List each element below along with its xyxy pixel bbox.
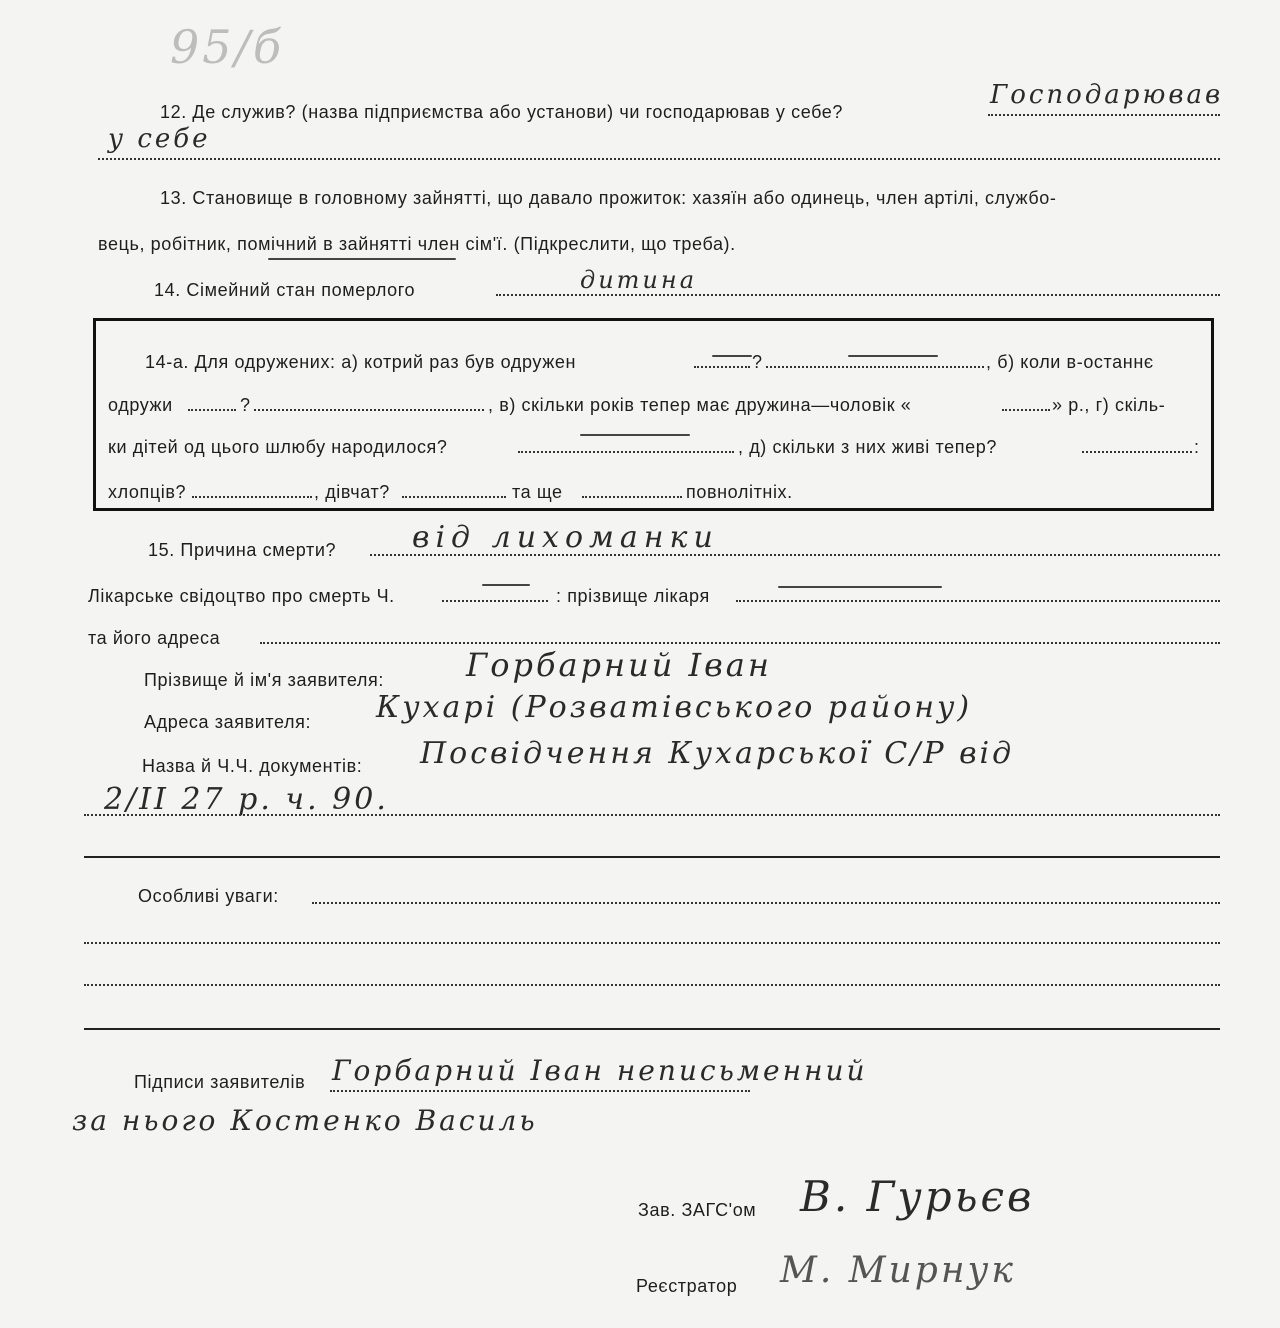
applicant-address-label: Адреса заявителя: <box>144 712 312 732</box>
applicant-signature-field[interactable] <box>330 1090 750 1092</box>
applicant-name-label: Прізвище й ім'я заявителя: <box>144 670 384 690</box>
q14a-children-alive-field[interactable] <box>1082 451 1192 453</box>
q12-answer-line[interactable] <box>988 114 1220 116</box>
q14a-dash-mark-3 <box>580 434 690 436</box>
q13-line-2: вець, робітник, помічний в зайнятті член сім'ї. (Підкреслити, що треба). <box>98 234 736 254</box>
section-divider-2 <box>84 1028 1220 1030</box>
doctor-address-label: та його адреса <box>88 628 221 648</box>
q14-answer-line[interactable] <box>496 294 1220 296</box>
applicant-address-handwriting: Кухарі (Розватівського району) <box>376 690 973 725</box>
applicant-name-handwriting: Горбарний Іван <box>466 646 772 684</box>
registrar-label: Реєстратор <box>636 1276 738 1296</box>
q14a-line3-text-b: , д) скільки з них живі тепер? <box>738 437 997 457</box>
q14a-line4-text-d: повнолітніх. <box>686 482 793 502</box>
certificate-dash-mark <box>482 584 530 586</box>
q14a-boys-field[interactable] <box>192 496 312 498</box>
certificate-number-field[interactable] <box>442 600 548 602</box>
q12-answer-handwriting-2: у себе <box>108 124 211 154</box>
q14a-children-born-field[interactable] <box>518 451 734 453</box>
q14a-marriage-count-field-2[interactable] <box>766 366 984 368</box>
doctor-address-field[interactable] <box>260 642 1220 644</box>
q14-answer-handwriting: дитина <box>580 266 697 294</box>
q14a-line2-question: ? <box>240 395 251 415</box>
q14a-line2-text-c: » р., г) скіль- <box>1052 395 1166 415</box>
section-divider-1 <box>84 856 1220 858</box>
q14a-line2-text-a: одружи <box>108 395 173 415</box>
q14a-line1-text-a: 14-а. Для одружених: а) котрий раз був одружен <box>145 352 576 372</box>
q14a-last-marriage-field-2[interactable] <box>254 409 484 411</box>
q14a-line4-text-a: хлопців? <box>108 482 187 502</box>
documents-handwriting: Посвідчення Кухарської С/Р від <box>420 736 1015 771</box>
applicant-signature-handwriting-2: за нього Костенко Василь <box>72 1104 538 1137</box>
q14a-girls-field[interactable] <box>402 496 506 498</box>
head-of-registry-signature: В. Гурьєв <box>800 1172 1035 1221</box>
q14a-line1-text-b: , б) коли в-останнє <box>986 352 1154 372</box>
q14a-dash-mark-1 <box>712 355 752 357</box>
doctor-name-dash-mark <box>778 586 942 588</box>
q13-underline-mark <box>268 258 456 260</box>
doctor-name-field[interactable] <box>736 600 1220 602</box>
head-of-registry-label: Зав. ЗАГС'ом <box>638 1200 757 1220</box>
q14a-line3-text-a: ки дітей од цього шлюбу народилося? <box>108 437 448 457</box>
q14a-last-marriage-field-1[interactable] <box>188 409 236 411</box>
q14a-spouse-age-field[interactable] <box>1002 409 1050 411</box>
q14a-line4-text-c: та ще <box>512 482 563 502</box>
q15-label: 15. Причина смерти? <box>148 540 337 560</box>
remarks-field-line-1[interactable] <box>312 902 1220 904</box>
certificate-label: Лікарське свідоцтво про смерть Ч. <box>88 586 395 606</box>
q12-answer-handwriting: Господарював <box>990 80 1224 110</box>
q14a-line1-question: ? <box>752 352 763 372</box>
documents-label: Назва й Ч.Ч. документів: <box>142 756 363 776</box>
q14-label: 14. Сімейний стан померлого <box>154 280 416 300</box>
registrar-signature: М. Мирнук <box>780 1250 1016 1291</box>
documents-handwriting-2: 2/ІІ 27 р. ч. 90. <box>104 782 389 817</box>
q14a-line3-text-c: : <box>1194 437 1200 457</box>
doctor-name-label: : прізвище лікаря <box>556 586 710 606</box>
corner-archive-number: 95/б <box>170 20 285 74</box>
applicant-signature-handwriting: Горбарний Іван неписьменний <box>332 1054 868 1087</box>
q14a-adults-field[interactable] <box>582 496 682 498</box>
q14a-dash-mark-2 <box>848 355 938 357</box>
documents-field-line[interactable] <box>84 814 1220 816</box>
remarks-label: Особливі уваги: <box>138 886 279 906</box>
q14a-line2-text-b: , в) скільки років тепер має дружина—чоловік « <box>488 395 912 415</box>
remarks-field-line-3[interactable] <box>84 984 1220 986</box>
q13-line-1: 13. Становище в головному зайнятті, що давало прожиток: хазяїн або одинець, член артілі, службо- <box>160 188 1057 208</box>
remarks-field-line-2[interactable] <box>84 942 1220 944</box>
q14a-line4-text-b: , дівчат? <box>314 482 390 502</box>
q12-answer-line-2[interactable] <box>98 158 1220 160</box>
q14a-marriage-count-field-1[interactable] <box>694 366 750 368</box>
applicant-signature-label: Підписи заявителів <box>134 1072 306 1092</box>
q12-label: 12. Де служив? (назва підприємства або установи) чи господарював у себе? <box>160 102 844 122</box>
q15-answer-handwriting: від лихоманки <box>412 520 719 555</box>
